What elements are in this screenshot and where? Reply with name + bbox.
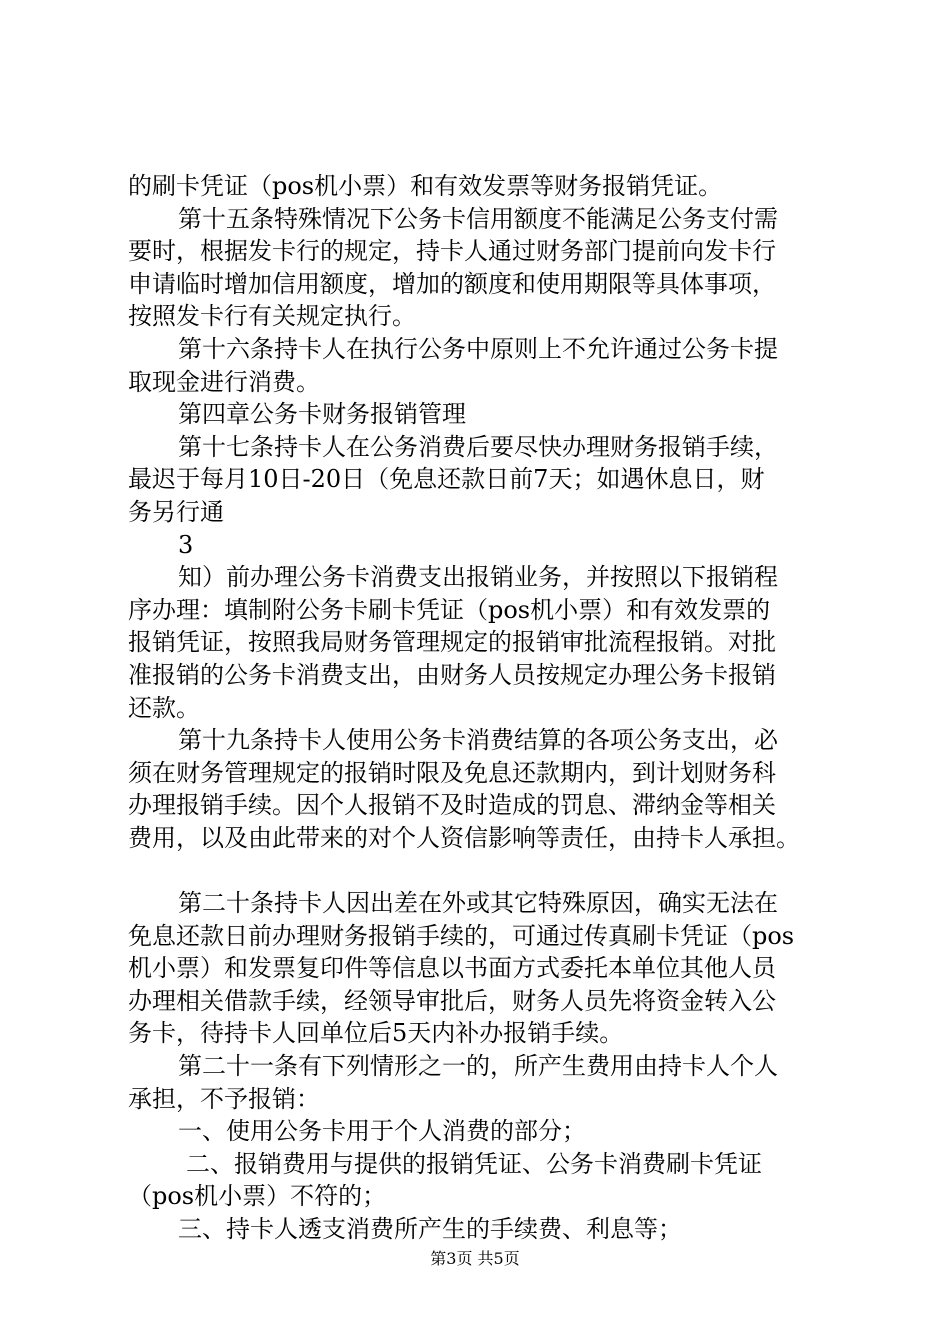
list-item: 一、使用公务卡用于个人消费的部分； <box>178 1117 586 1146</box>
text-line: 机小票）和发票复印件等信息以书面方式委托本单位其他人员 <box>128 954 776 983</box>
text-line: 申请临时增加信用额度，增加的额度和使用期限等具体事项， <box>128 269 776 298</box>
text-line: 要时，根据发卡行的规定，持卡人通过财务部门提前向发卡行 <box>128 237 776 266</box>
page-number-inline: 3 <box>178 530 194 559</box>
list-item: 三、持卡人透支消费所产生的手续费、利息等； <box>178 1215 682 1243</box>
text-line: 须在财务管理规定的报销时限及免息还款期内，到计划财务科 <box>128 758 776 787</box>
text-line: 第二十条持卡人因出差在外或其它特殊原因，确实无法在 <box>178 889 778 918</box>
list-item: 二、报销费用与提供的报销凭证、公务卡消费刷卡凭证 <box>186 1149 762 1178</box>
text-line: 承担，不予报销： <box>128 1084 320 1113</box>
text-line: 务卡，待持卡人回单位后5天内补办报销手续。 <box>128 1019 624 1048</box>
text-line: 报销凭证，按照我局财务管理规定的报销审批流程报销。对批 <box>128 628 776 657</box>
text-line: 办理报销手续。因个人报销不及时造成的罚息、滞纳金等相关 <box>128 791 776 820</box>
text-line: 办理相关借款手续，经领导审批后，财务人员先将资金转入公 <box>128 986 776 1015</box>
text-line: 知）前办理公务卡消费支出报销业务，并按照以下报销程 <box>178 563 778 592</box>
text-line: 第十六条持卡人在执行公务中原则上不允许通过公务卡提 <box>178 334 778 363</box>
text-line: 第十九条持卡人使用公务卡消费结算的各项公务支出，必 <box>178 726 778 755</box>
page-footer <box>0 1246 950 1269</box>
page-indicator: 第3页 共5页 <box>430 1249 520 1268</box>
text-line: 按照发卡行有关规定执行。 <box>128 302 416 331</box>
text-line: 第十七条持卡人在公务消费后要尽快办理财务报销手续， <box>178 432 778 461</box>
text-line: （pos机小票）不符的； <box>128 1182 387 1211</box>
text-line: 取现金进行消费。 <box>128 367 320 396</box>
text-line: 还款。 <box>128 693 200 722</box>
text-line: 务另行通 <box>128 497 224 526</box>
document-body <box>128 170 840 1246</box>
text-line: 最迟于每月10日-20日（免息还款日前7天；如遇休息日，财 <box>128 465 765 494</box>
text-line: 免息还款日前办理财务报销手续的，可通过传真刷卡凭证（pos <box>128 921 795 950</box>
text-line: 序办理：填制附公务卡刷卡凭证（pos机小票）和有效发票的 <box>128 595 771 624</box>
text-line: 的刷卡凭证（pos机小票）和有效发票等财务报销凭证。 <box>128 172 723 200</box>
chapter-heading: 第四章公务卡财务报销管理 <box>178 400 466 429</box>
text-line: 准报销的公务卡消费支出，由财务人员按规定办理公务卡报销 <box>128 660 776 689</box>
text-line: 第十五条特殊情况下公务卡信用额度不能满足公务支付需 <box>178 204 778 233</box>
text-line: 费用，以及由此带来的对个人资信影响等责任，由持卡人承担。 <box>128 823 800 852</box>
text-line: 第二十一条有下列情形之一的，所产生费用由持卡人个人 <box>178 1052 778 1081</box>
blank-line <box>128 854 840 887</box>
